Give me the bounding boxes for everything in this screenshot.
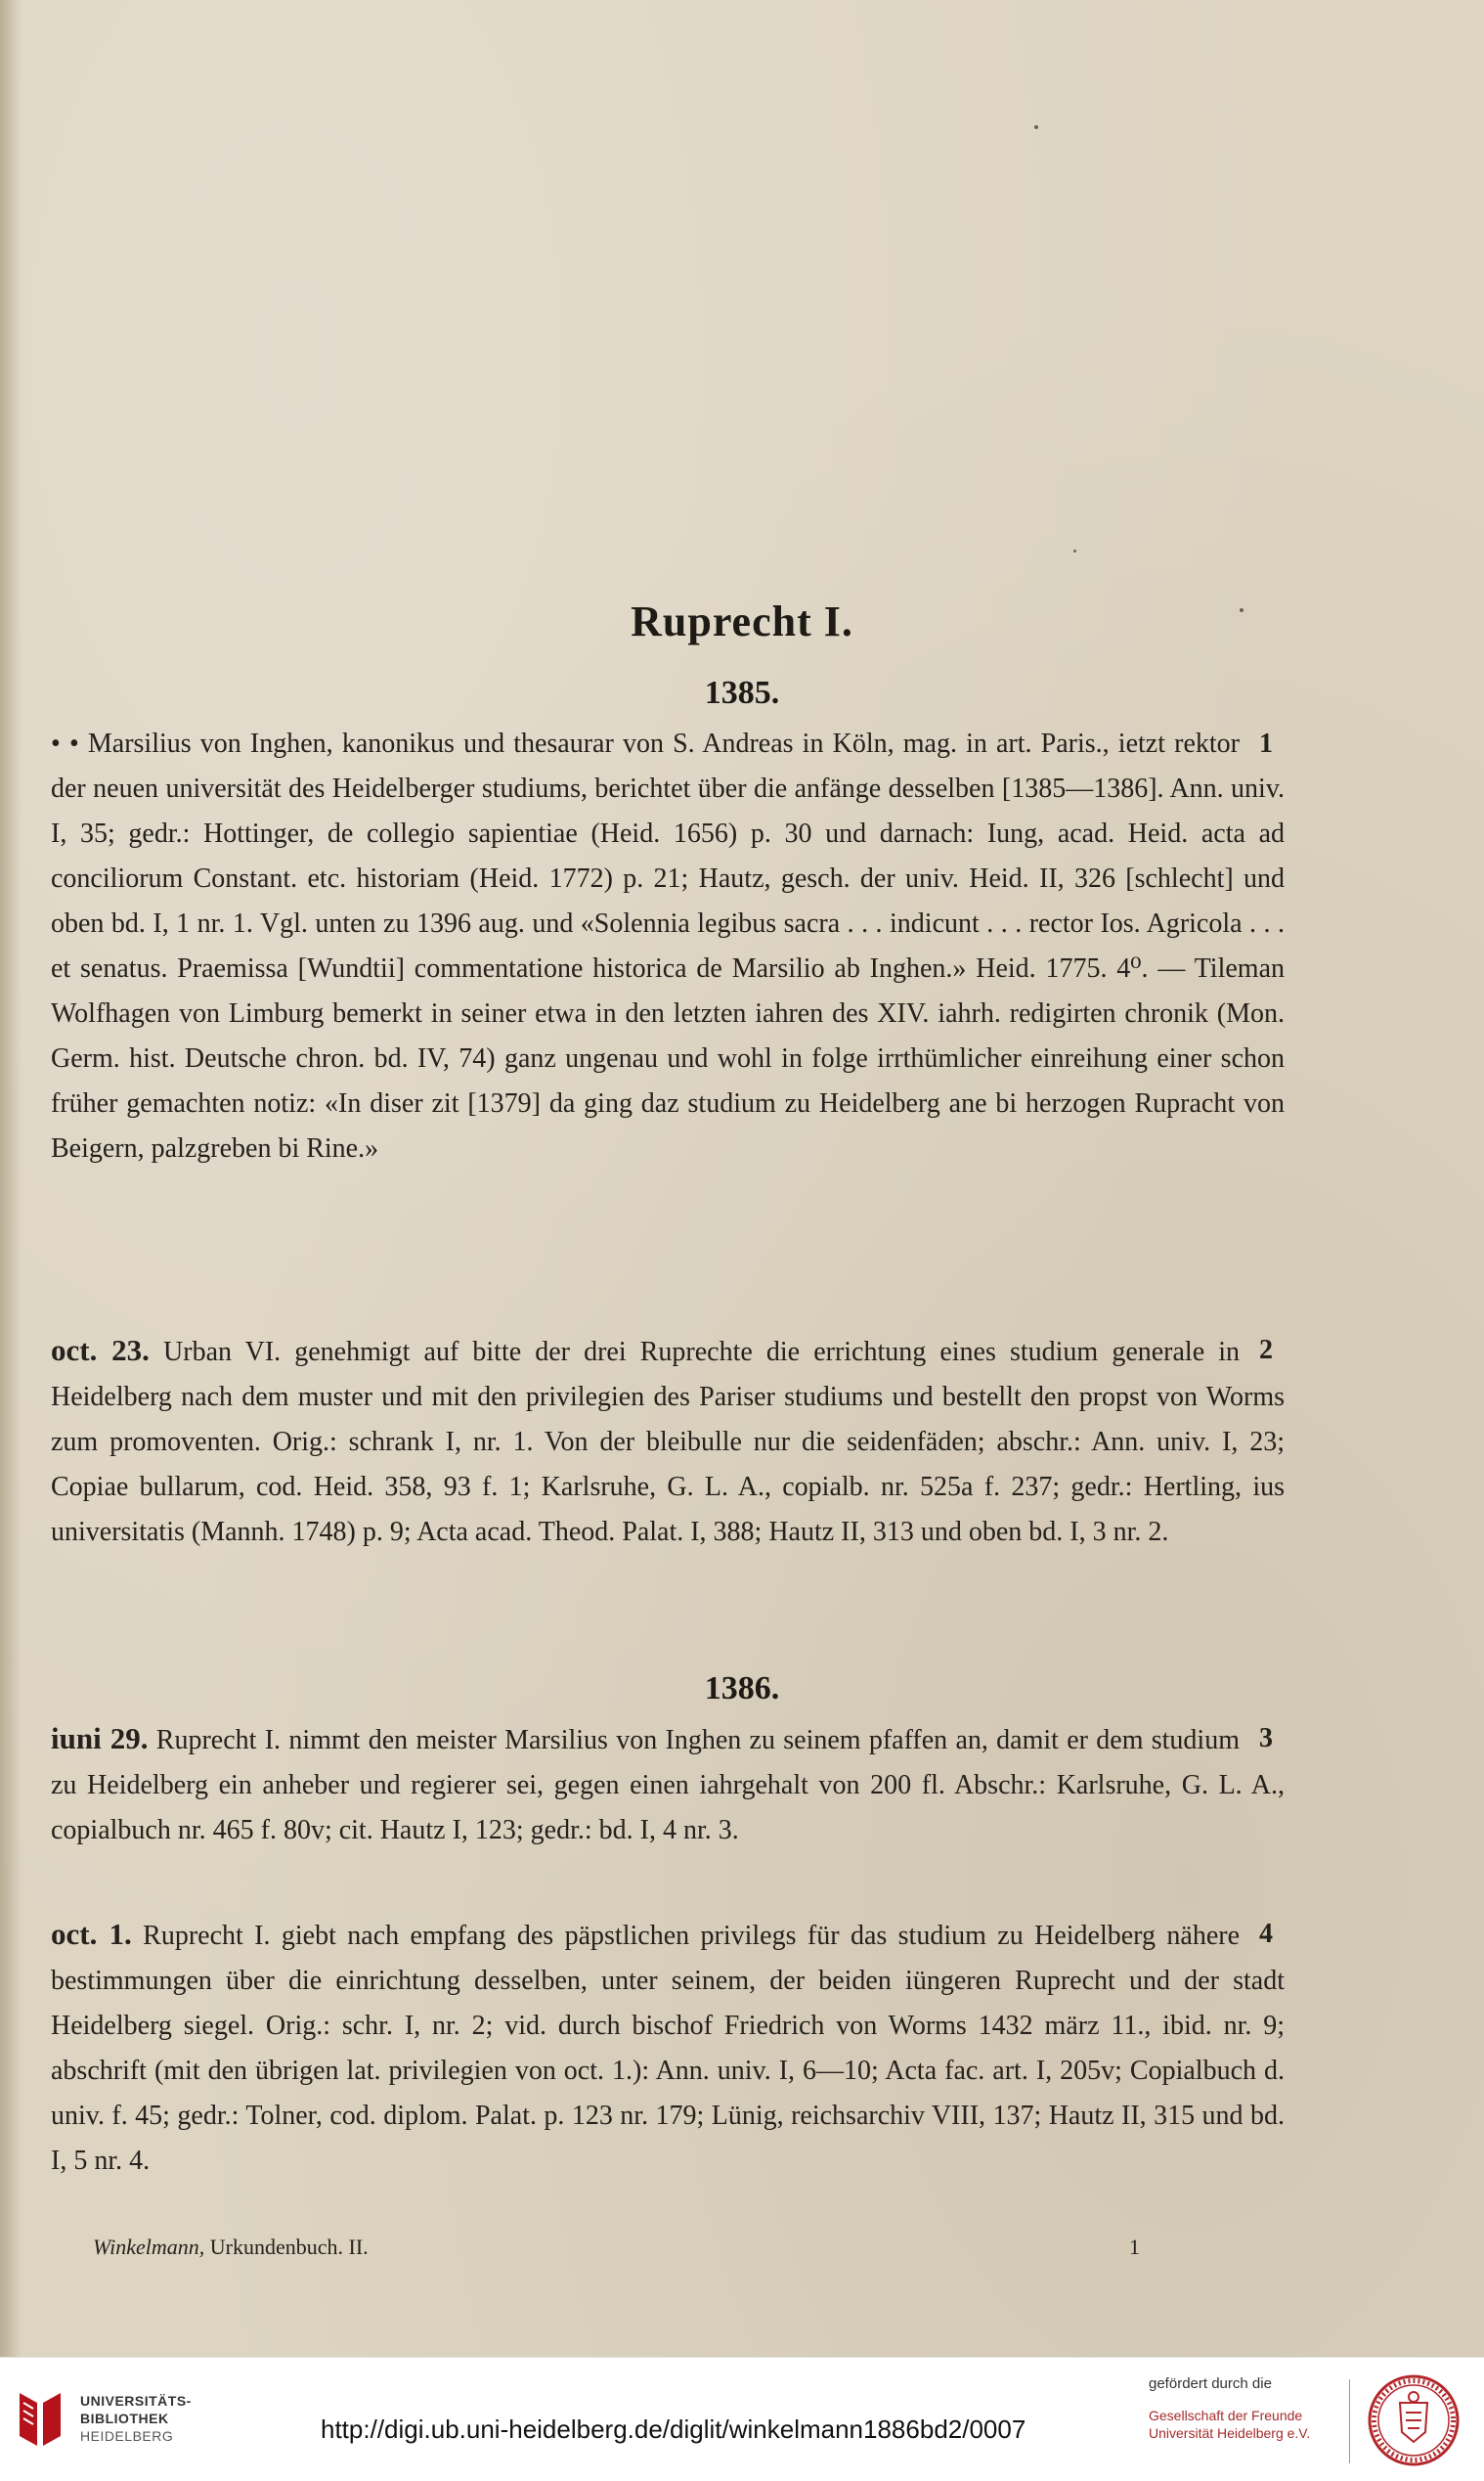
speck <box>1073 550 1076 553</box>
entry-number: 3 <box>1259 1723 1273 1753</box>
entry-paragraph <box>51 1912 1285 2184</box>
page-title: Ruprecht I. <box>631 598 853 645</box>
page-footer <box>93 2235 1140 2260</box>
entry-number: 1 <box>1259 729 1273 759</box>
entry-number: 2 <box>1259 1335 1273 1365</box>
library-name[interactable] <box>80 2392 192 2445</box>
entry-paragraph <box>51 722 1285 1172</box>
banner-divider <box>1349 2379 1350 2463</box>
entry-paragraph <box>51 1328 1285 1555</box>
entry-text: Urban VI. genehmigt auf bitte der drei Ruprechte die errichtung eines studium generale in Heidelberg nach dem muster und mit den privilegien des Pariser studiums und bestellt den propst von Worms zum promoventen. Orig.: schrank I, nr. 1. Von der bleibulle nur die seidenfäden; abschr.: Ann. univ. I, 23; Copiae bullarum, cod. Heid. 358, 93 f. 1; Karlsruhe, G. L. A., copialb. nr. 525a f. 237; gedr.: Hertling, ius universitatis (Mannh. 1748) p. 9; Acta acad. Theod. Palat. I, 388; Hautz II, 313 und oben bd. I, 3 nr. 2. <box>51 1337 1285 1547</box>
entry-1385-b <box>51 1328 1285 1555</box>
university-seal-icon[interactable] <box>1367 2373 1461 2467</box>
university-library-logo-icon[interactable] <box>14 2389 66 2450</box>
footer-sheet-number: 1 <box>1129 2235 1140 2259</box>
library-banner <box>0 2357 1484 2481</box>
entry-paragraph <box>51 1716 1285 1853</box>
page-shadow-edge <box>0 0 22 2357</box>
entry-date: iuni 29. <box>51 1721 149 1755</box>
sponsor-name-line: Gesellschaft der Freunde <box>1149 2408 1303 2423</box>
footer-book: Urkundenbuch. II. <box>209 2235 369 2259</box>
speck <box>1034 125 1038 129</box>
year-heading-1385: 1385. <box>704 675 780 711</box>
entry-1385-a <box>51 722 1285 1172</box>
footer-author: Winkelmann, <box>93 2235 205 2259</box>
entry-text: Ruprecht I. giebt nach empfang des päpstlichen privilegs für das studium zu Heidelberg nähere bestimmungen über die einrichtung desselben, unter seinem, der beiden iüngeren Ruprecht und der stadt Heidelberg siegel. Orig.: schr. I, nr. 2; vid. durch bischof Friedrich von Worms 1432 märz 11., ibid. nr. 9; abschrift (mit den übrigen lat. privilegien von oct. 1.): Ann. univ. I, 6—10; Acta fac. art. I, 205v; Copialbuch d. univ. f. 45; gedr.: Tolner, cod. diplom. Palat. p. 123 nr. 179; Lünig, reichsarchiv VIII, 137; Hautz II, 315 und bd. I, 5 nr. 4. <box>51 1921 1285 2176</box>
sponsor-intro: gefördert durch die <box>1149 2375 1272 2392</box>
entry-number: 4 <box>1259 1919 1273 1949</box>
sponsor-credit[interactable] <box>1149 2375 1325 2442</box>
entry-1386-a <box>51 1716 1285 1853</box>
library-name-line: BIBLIOTHEK <box>80 2411 169 2426</box>
entry-text: Ruprecht I. nimmt den meister Marsilius von Inghen zu seinem pfaffen an, damit er dem studium zu Heidelberg ein anheber und regierer sei, gegen einen iahrgehalt von 200 fl. Abschr.: Karlsruhe, G. L. A., copialbuch nr. 465 f. 80v; cit. Hautz I, 123; gedr.: bd. I, 4 nr. 3. <box>51 1725 1285 1845</box>
entry-date: oct. 1. <box>51 1917 132 1951</box>
document-url-link[interactable]: http://digi.ub.uni-heidelberg.de/diglit/winkelmann1886bd2/0007 <box>321 2415 1026 2444</box>
entry-1386-b <box>51 1912 1285 2184</box>
entry-date: oct. 23. <box>51 1333 150 1367</box>
entry-text: • • Marsilius von Inghen, kanonikus und thesaurar von S. Andreas in Köln, mag. in art. Paris., ietzt rektor der neuen universität des Heidelberger studiums, berichtet über die anfänge desselben [1385—1386]. Ann. univ. I, 35; gedr.: Hottinger, de collegio sapientiae (Heid. 1656) p. 30 und darnach: Iung, acad. Heid. acta ad conciliorum Constant. etc. historiam (Heid. 1772) p. 21; Hautz, gesch. der univ. Heid. II, 326 [schlecht] und oben bd. I, 1 nr. 1. Vgl. unten zu 1396 aug. und «Solennia legibus sacra . . . indicunt . . . rector Ios. Agricola . . . et senatus. Praemissa [Wundtii] commentatione historica de Marsilio ab Inghen.» Heid. 1775. 4⁰. — Tileman Wolfhagen von Limburg bemerkt in seiner etwa in den letzten iahren des XIV. iahrh. redigirten chronik (Mon. Germ. hist. Deutsche chron. bd. IV, 74) ganz ungenau und wohl in folge irrthümlicher einreihung einer schon früher gemachten notiz: «In diser zit [1379] da ging daz studium zu Heidelberg ane bi herzogen Rupracht von Beigern, palzgreben bi Rine.» <box>51 729 1285 1164</box>
library-name-line: HEIDELBERG <box>80 2428 174 2444</box>
library-name-line: UNIVERSITÄTS- <box>80 2393 192 2409</box>
sponsor-name-line: Universität Heidelberg e.V. <box>1149 2425 1311 2441</box>
year-heading-1386: 1386. <box>704 1670 780 1706</box>
